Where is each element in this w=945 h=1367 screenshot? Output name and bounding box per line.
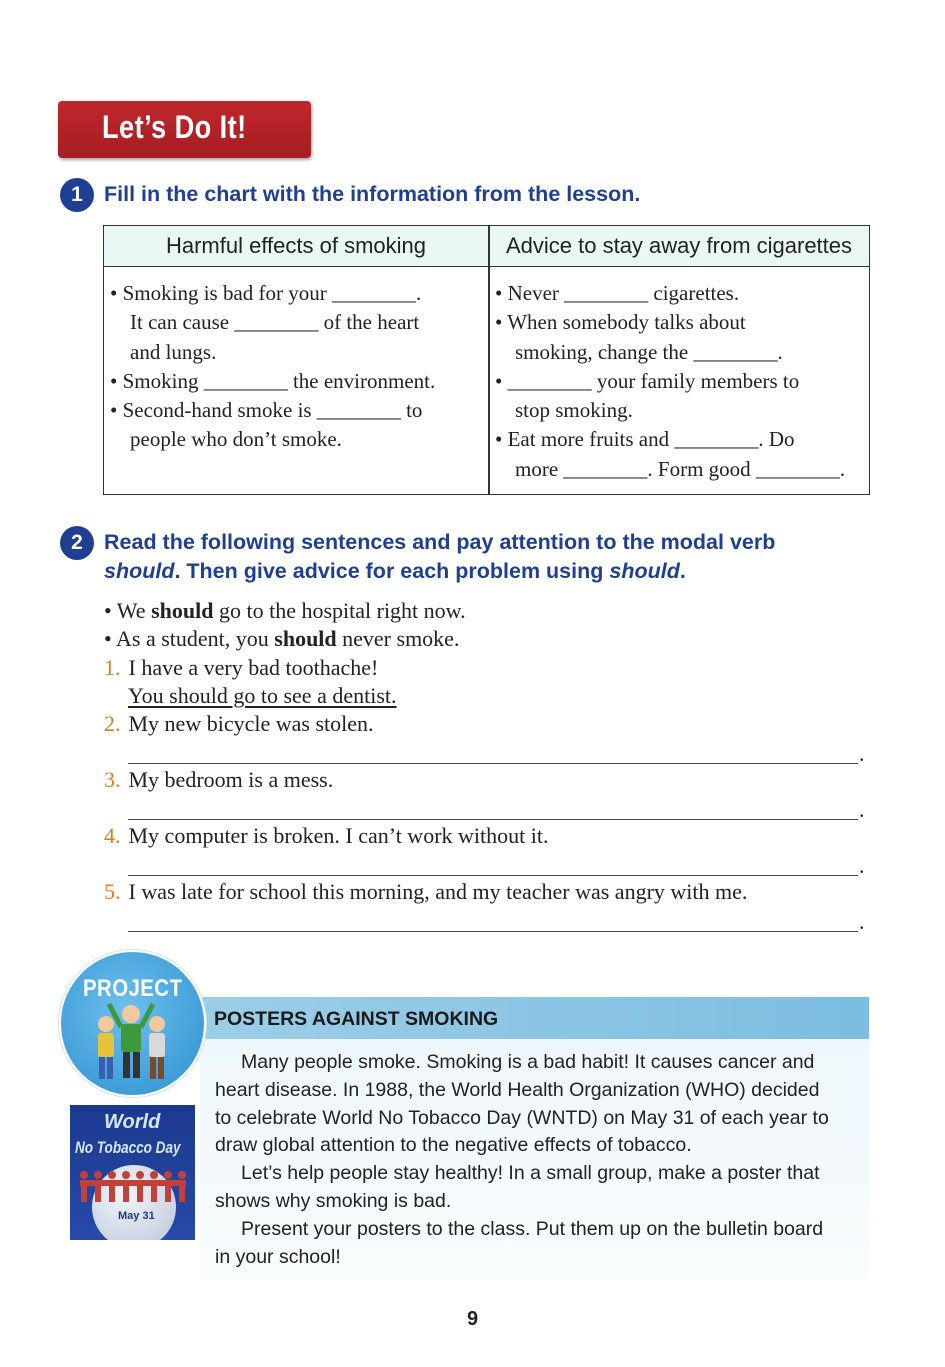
chart-divider (488, 226, 490, 494)
answer-line[interactable] (128, 875, 858, 876)
line-period: . (859, 909, 865, 934)
example-text: • As a student, you (104, 626, 275, 651)
problem-item (104, 766, 333, 794)
project-line: draw global attention to the negative effects of tobacco. (215, 1134, 692, 1157)
example-modal: should (274, 626, 337, 651)
chart-line: • When somebody talks about (495, 310, 746, 335)
harmful-effects-cell (110, 279, 435, 455)
advice-cell (495, 279, 845, 484)
poster-title-world: World (104, 1111, 161, 1133)
modal-should: should (609, 559, 680, 583)
example-sentence (104, 625, 459, 653)
task2-instruction (104, 528, 775, 586)
task2-instruction-line1: Read the following sentences and pay attention to the modal verb (104, 530, 776, 554)
chart-line: • Second-hand smoke is ________ to (110, 398, 423, 423)
item-number: 1. (104, 655, 121, 680)
chart-line: stop smoking. (515, 398, 633, 423)
chart-line: and lungs. (130, 339, 217, 364)
item-number: 3. (104, 767, 121, 792)
task1-number-badge: 1 (60, 178, 94, 212)
people-chain-icon (70, 1167, 195, 1207)
problem-item (104, 654, 378, 682)
example-text: never smoke. (336, 626, 460, 651)
project-title: POSTERS AGAINST SMOKING (214, 1008, 499, 1030)
task2-number-badge: 2 (60, 526, 94, 560)
item-number: 4. (104, 823, 121, 848)
no-tobacco-day-poster (70, 1105, 195, 1240)
item-number: 2. (104, 711, 121, 736)
poster-title-no-tobacco: No Tobacco Day (75, 1139, 181, 1157)
instruction-text: . Then give advice for each problem using (174, 559, 610, 583)
task2-instruction-line2 (104, 557, 775, 586)
project-line: shows why smoking is bad. (215, 1189, 452, 1212)
project-line: Let’s help people stay healthy! In a small group, make a poster that (241, 1162, 820, 1185)
example-text: go to the hospital right now. (213, 598, 466, 623)
chart-line: • Smoking ________ the environment. (110, 368, 436, 393)
example-text: • We (104, 598, 152, 623)
project-line: Present your posters to the class. Put them up on the bulletin board (241, 1217, 824, 1240)
project-line: heart disease. In 1988, the World Health Organization (WHO) decided (215, 1078, 820, 1101)
answer-line[interactable] (128, 763, 858, 764)
chart-line: • Never ________ cigarettes. (495, 281, 740, 305)
chart-line: more ________. Form good ________. (515, 456, 846, 481)
item-text: I was late for school this morning, and my teacher was angry with me. (128, 879, 748, 904)
item-text: My computer is broken. I can’t work without it. (128, 823, 549, 848)
problem-item (104, 878, 747, 906)
kids-illustration (61, 952, 204, 1095)
project-line: in your school! (215, 1245, 341, 1268)
model-answer: You should go to see a dentist. (128, 683, 397, 708)
item-number: 5. (104, 879, 121, 904)
chart-header-advice: Advice to stay away from cigarettes (489, 226, 869, 267)
problem-item (104, 822, 548, 850)
chart-header-harmful: Harmful effects of smoking (104, 226, 488, 267)
project-line: to celebrate World No Tobacco Day (WNTD) on May 31 of each year to (215, 1106, 829, 1129)
poster-date: May 31 (118, 1210, 155, 1222)
chart-line: • Eat more fruits and ________. Do (495, 427, 795, 452)
chart-line: • Smoking is bad for your ________. (110, 281, 422, 305)
project-line: Many people smoke. Smoking is a bad habit! It causes cancer and (241, 1051, 815, 1073)
answer-line[interactable] (128, 819, 858, 820)
answer-line[interactable] (128, 931, 858, 932)
instruction-text: . (679, 559, 686, 583)
chart-line: It can cause ________ of the heart (130, 310, 420, 335)
project-description (215, 1049, 865, 1271)
chart-line: • ________ your family members to (495, 368, 800, 393)
banner-title: Let’s Do It! (102, 109, 247, 145)
lets-do-it-banner (58, 101, 311, 158)
line-period: . (859, 797, 865, 822)
item-text: My new bicycle was stolen. (128, 711, 374, 736)
example-sentence (104, 597, 466, 625)
item-text: My bedroom is a mess. (128, 767, 334, 792)
modal-should: should (104, 559, 175, 583)
line-period: . (859, 741, 865, 766)
project-badge (59, 950, 206, 1097)
problem-item (104, 710, 374, 738)
example-modal: should (151, 598, 214, 623)
line-period: . (859, 853, 865, 878)
chart-line: smoking, change the ________. (515, 339, 783, 364)
task1-instruction: Fill in the chart with the information from the lesson. (104, 182, 641, 206)
chart-line: people who don’t smoke. (130, 427, 342, 452)
project-label: PROJECT (83, 975, 183, 1002)
item-text: I have a very bad toothache! (128, 655, 379, 680)
page-number: 9 (466, 1308, 479, 1330)
smoking-chart (103, 225, 870, 495)
